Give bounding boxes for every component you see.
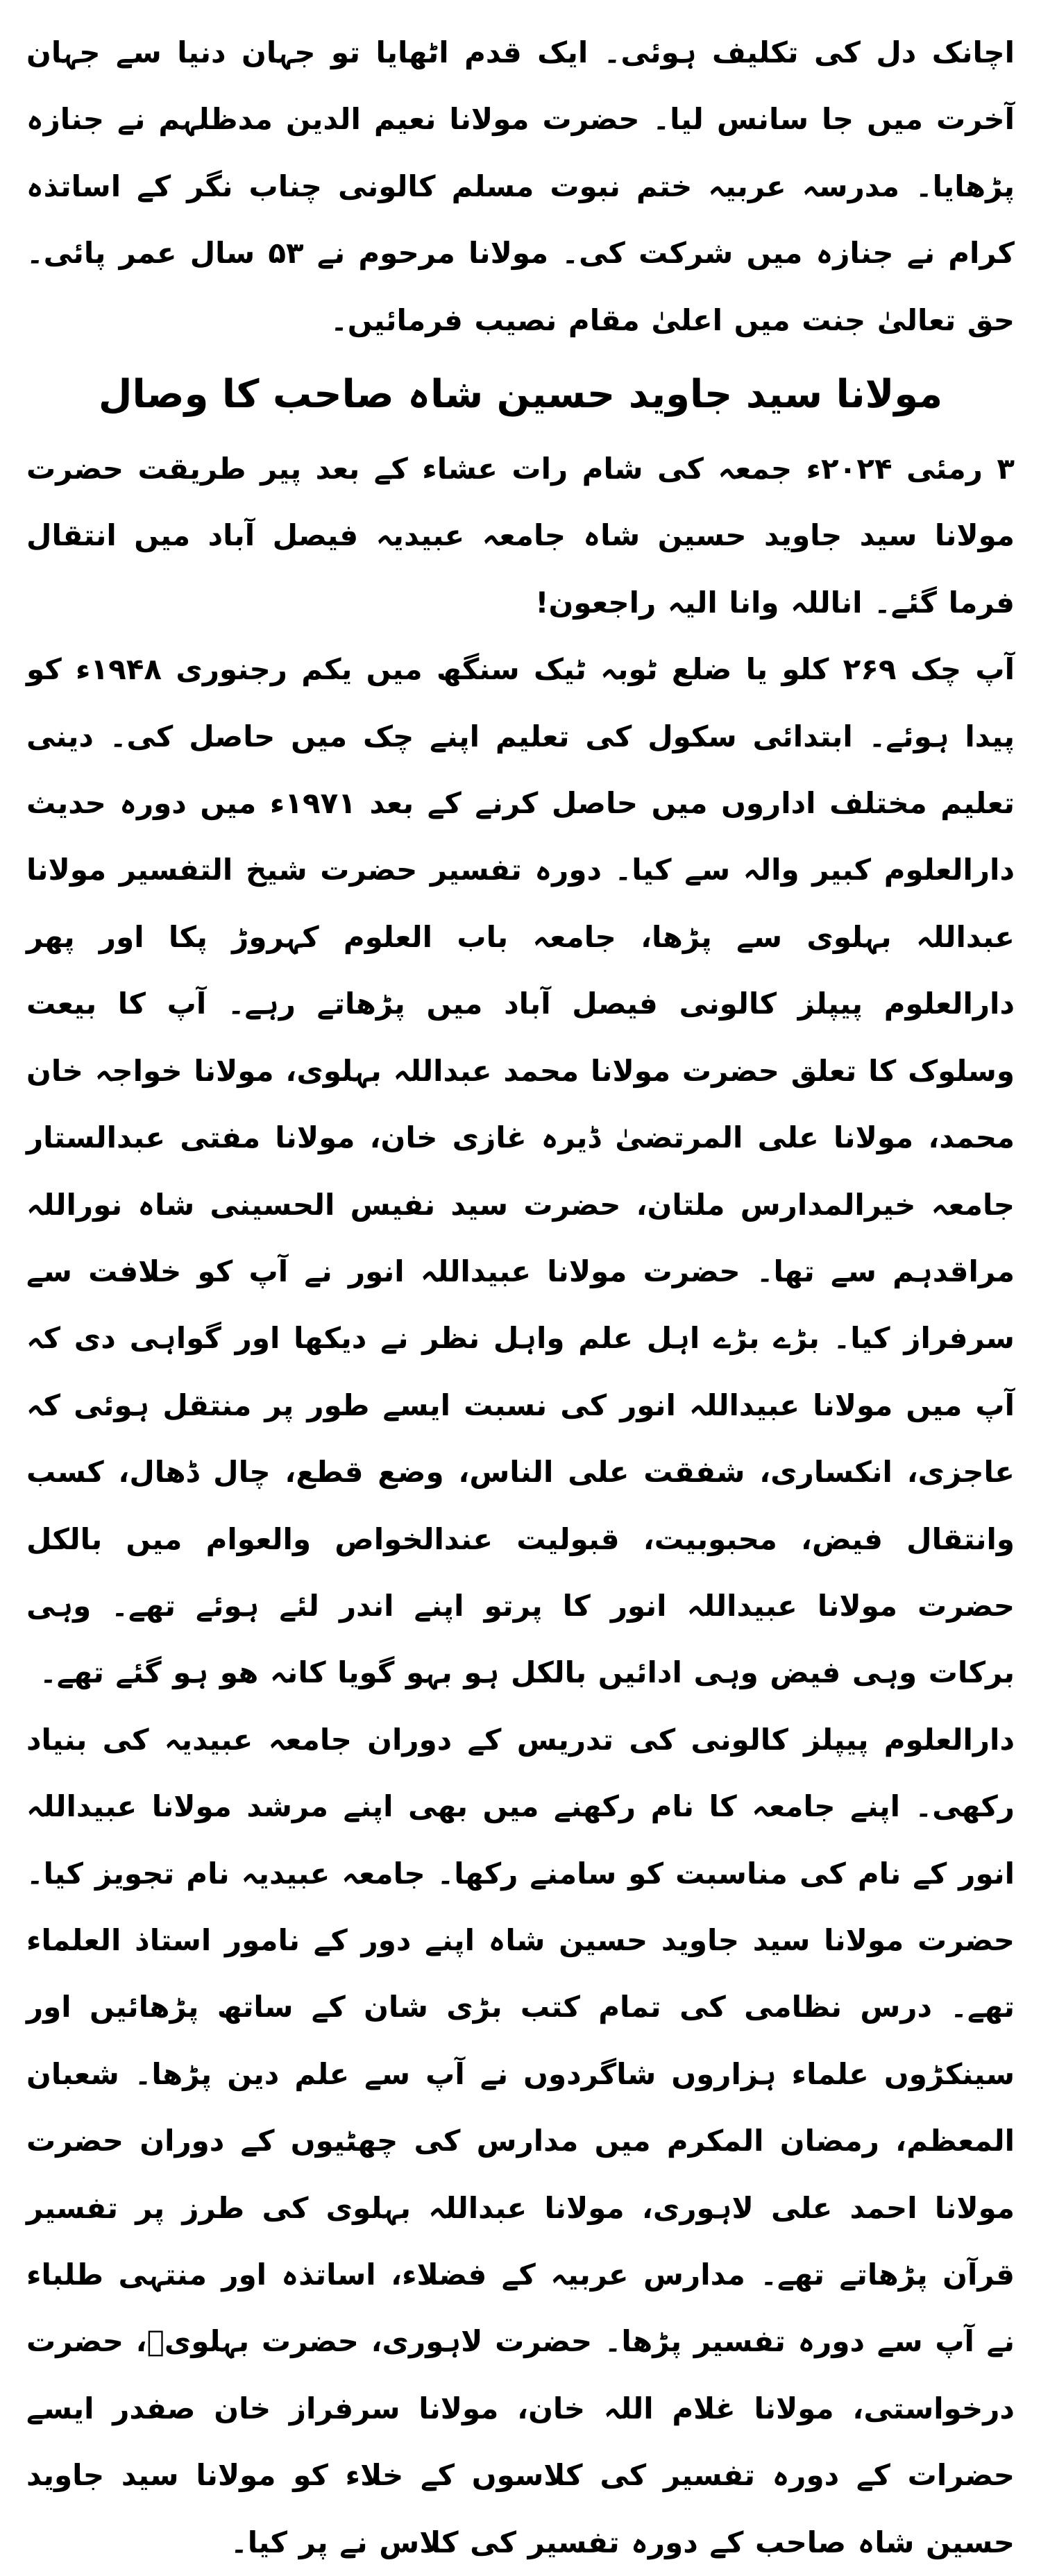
section-heading: مولانا سید جاوید حسین شاہ صاحب کا وصال [98, 372, 943, 418]
paragraph-biography: آپ چک ۲۶۹ کلو یا ضلع ٹوبہ ٹیک سنگھ میں یکم رجنوری ۱۹۴۸ء کو پیدا ہوئے۔ ابتدائی سکول کی تعلیم اپنے چک میں حاصل کی۔ دینی تعلیم مختلف اداروں میں حاصل کرنے کے بعد ۱۹۷۱ء میں دورہ حدیث دارالعلوم کبیر والہ سے کیا۔ دورہ تفسیر حضرت شیخ التفسیر مولانا عبداللہ بہلوی سے پڑھا، جامعہ باب العلوم کہروڑ پکا اور پھر دارالعلوم پیپلز کالونی فیصل آباد میں پڑھاتے رہے۔ آپ کا بیعت وسلوک کا تعلق حضرت مولانا محمد عبداللہ بہلوی، مولانا خواجہ خان محمد، مولانا علی المرتضیٰ ڈیرہ غازی خان، مولانا مفتی عبدالستار جامعہ خیرالمدارس ملتان، حضرت سید نفیس الحسینی شاہ نوراللہ مراقدہم سے تھا۔ حضرت مولانا عبیداللہ انور نے آپ کو خلافت سے سرفراز کیا۔ بڑے بڑے اہل علم واہل نظر نے دیکھا اور گواہی دی کہ آپ میں مولانا عبیداللہ انور کی نسبت ایسے طور پر منتقل ہوئی کہ عاجزی، انکساری، شفقت علی الناس، وضع قطع، چال ڈھال، کسب وانتقال فیض، محبوبیت، قبولیت عندالخواص والعوام میں بالکل حضرت مولانا عبیداللہ انور کا پرتو اپنے اندر لئے ہوئے تھے۔ وہی برکات وہی فیض وہی ادائیں بالکل ہو بہو گویا کانہ ھو ہو گئے تھے۔ [26, 652, 1015, 1690]
paragraph-teaching: دارالعلوم پیپلز کالونی کی تدریس کے دوران جامعہ عبیدیہ کی بنیاد رکھی۔ اپنے جامعہ کا نام رکھنے میں بھی اپنے مرشد مولانا عبیداللہ انور کے نام کی مناسبت کو سامنے رکھا۔ جامعہ عبیدیہ نام تجویز کیا۔ حضرت مولانا سید جاوید حسین شاہ اپنے دور کے نامور استاذ العلماء تھے۔ درس نظامی کی تمام کتب بڑی شان کے ساتھ پڑھائیں اور سینکڑوں علماء ہزاروں شاگردوں نے آپ سے علم دین پڑھا۔ شعبان المعظم، رمضان المکرم میں مدارس کی چھٹیوں کے دوران حضرت مولانا احمد علی لاہوری، مولانا عبداللہ بہلوی کی طرز پر تفسیر قرآن پڑھاتے تھے۔ مدارس عربیہ کے فضلاء، اساتذہ اور منتہی طلباء نے آپ سے دورہ تفسیر پڑھا۔ حضرت لاہوری، حضرت بہلویؒ، حضرت درخواستی، مولانا غلام اللہ خان، مولانا سرفراز خان صفدر ایسے حضرات کے دورہ تفسیر کی کلاسوں کے خلاء کو مولانا سید جاوید حسین شاہ صاحب کے دورہ تفسیر کی کلاس نے پر کیا۔ [26, 1722, 1015, 2559]
paragraph-death-notice: ۳ رمئی ۲۰۲۴ء جمعہ کی شام رات عشاء کے بعد پیر طریقت حضرت مولانا سید جاوید حسین شاہ جامعہ عبیدیہ فیصل آباد میں انتقال فرما گئے۔ اناللہ وانا الیہ راجعون! [26, 452, 1015, 620]
intro-paragraph: اچانک دل کی تکلیف ہوئی۔ ایک قدم اٹھایا تو جہان دنیا سے جہان آخرت میں جا سانس لیا۔ حضرت مولانا نعیم الدین مدظلہم نے جنازہ پڑھایا۔ مدرسہ عربیہ ختم نبوت مسلم کالونی چناب نگر کے اساتذہ کرام نے جنازہ میں شرکت کی۔ مولانا مرحوم نے ۵۳ سال عمر پائی۔ حق تعالیٰ جنت میں اعلیٰ مقام نصیب فرمائیں۔ [26, 35, 1015, 337]
document-page [26, 19, 1015, 2559]
